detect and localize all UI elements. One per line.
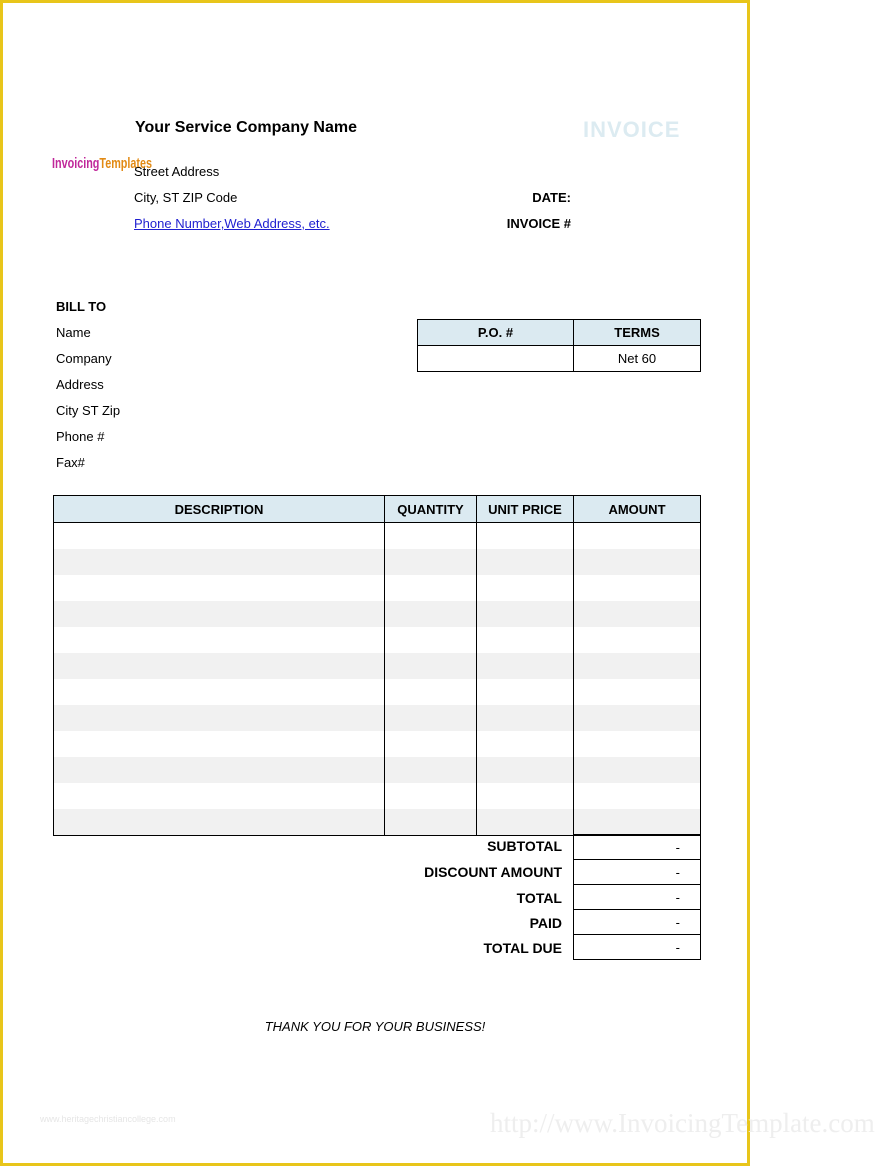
- paid-label: PAID: [529, 915, 562, 931]
- quantity-cell[interactable]: [385, 653, 477, 679]
- amount-cell[interactable]: [574, 653, 701, 679]
- table-row: [54, 653, 701, 679]
- terms-header: TERMS: [574, 320, 701, 346]
- logo-part-2: Templates: [99, 155, 153, 172]
- description-cell[interactable]: [54, 705, 385, 731]
- contact-link[interactable]: Phone Number,Web Address, etc.: [134, 216, 330, 231]
- amount-cell[interactable]: [574, 731, 701, 757]
- unit-price-cell[interactable]: [477, 809, 574, 836]
- amount-cell[interactable]: [574, 809, 701, 836]
- po-header: P.O. #: [418, 320, 574, 346]
- description-cell[interactable]: [54, 601, 385, 627]
- table-row: [54, 679, 701, 705]
- unit-price-cell[interactable]: [477, 679, 574, 705]
- description-cell[interactable]: [54, 757, 385, 783]
- logo-part-1: Invoicing: [52, 155, 100, 172]
- line-items-table: [53, 495, 701, 836]
- bill-to-fax: Fax#: [56, 455, 85, 470]
- description-header: DESCRIPTION: [54, 496, 385, 523]
- amount-cell[interactable]: [574, 523, 701, 550]
- description-cell[interactable]: [54, 731, 385, 757]
- quantity-cell[interactable]: [385, 783, 477, 809]
- quantity-cell[interactable]: [385, 731, 477, 757]
- table-row: [54, 783, 701, 809]
- table-row: [54, 627, 701, 653]
- company-name: Your Service Company Name: [135, 119, 358, 136]
- description-cell[interactable]: [54, 809, 385, 836]
- total-label: TOTAL: [516, 890, 562, 906]
- unit-price-cell[interactable]: [477, 575, 574, 601]
- bill-to-phone: Phone #: [56, 429, 105, 444]
- quantity-cell[interactable]: [385, 679, 477, 705]
- unit-price-cell[interactable]: [477, 601, 574, 627]
- amount-cell[interactable]: [574, 627, 701, 653]
- table-row: [54, 549, 701, 575]
- bill-to-address: Address: [56, 377, 104, 392]
- quantity-cell[interactable]: [385, 601, 477, 627]
- totals-table: [573, 834, 701, 960]
- amount-cell[interactable]: [574, 575, 701, 601]
- unit-price-cell[interactable]: [477, 523, 574, 550]
- description-cell[interactable]: [54, 523, 385, 550]
- description-cell[interactable]: [54, 627, 385, 653]
- thank-you-note: THANK YOU FOR YOUR BUSINESS!: [264, 1019, 486, 1034]
- subtotal-label: SUBTOTAL: [487, 838, 562, 854]
- po-value[interactable]: [418, 346, 574, 372]
- paid-value[interactable]: -: [574, 910, 701, 935]
- amount-cell[interactable]: [574, 601, 701, 627]
- amount-cell[interactable]: [574, 679, 701, 705]
- total-due-label: TOTAL DUE: [483, 940, 562, 956]
- unit-price-cell[interactable]: [477, 705, 574, 731]
- unit-price-cell[interactable]: [477, 731, 574, 757]
- quantity-cell[interactable]: [385, 705, 477, 731]
- quantity-header: QUANTITY: [385, 496, 477, 523]
- amount-cell[interactable]: [574, 783, 701, 809]
- unit-price-cell[interactable]: [477, 783, 574, 809]
- watermark-large: http://www.InvoicingTemplate.com: [490, 1108, 875, 1138]
- table-row: [54, 523, 701, 550]
- date-label: DATE:: [532, 190, 571, 205]
- unit-price-cell[interactable]: [477, 627, 574, 653]
- quantity-cell[interactable]: [385, 757, 477, 783]
- amount-cell[interactable]: [574, 757, 701, 783]
- table-row: [54, 575, 701, 601]
- unit-price-cell[interactable]: [477, 653, 574, 679]
- invoice-title: INVOICE: [583, 117, 681, 142]
- description-cell[interactable]: [54, 575, 385, 601]
- bill-to-city: City ST Zip: [56, 403, 121, 418]
- city-state-zip: City, ST ZIP Code: [134, 190, 238, 205]
- bill-to-title: BILL TO: [56, 299, 107, 314]
- description-cell[interactable]: [54, 549, 385, 575]
- subtotal-value[interactable]: -: [574, 835, 701, 860]
- quantity-cell[interactable]: [385, 549, 477, 575]
- unit-price-cell[interactable]: [477, 757, 574, 783]
- invoice-number-label: INVOICE #: [506, 216, 571, 231]
- discount-label: DISCOUNT AMOUNT: [424, 864, 562, 880]
- amount-cell[interactable]: [574, 705, 701, 731]
- quantity-cell[interactable]: [385, 809, 477, 836]
- table-row: [54, 705, 701, 731]
- table-row: [54, 601, 701, 627]
- table-row: [54, 809, 701, 836]
- quantity-cell[interactable]: [385, 575, 477, 601]
- terms-value[interactable]: Net 60: [574, 346, 701, 372]
- amount-header: AMOUNT: [574, 496, 701, 523]
- table-row: [54, 731, 701, 757]
- total-value[interactable]: -: [574, 885, 701, 910]
- po-terms-table: [417, 319, 701, 372]
- description-cell[interactable]: [54, 679, 385, 705]
- description-cell[interactable]: [54, 783, 385, 809]
- discount-value[interactable]: -: [574, 860, 701, 885]
- bill-to-name: Name: [56, 325, 91, 340]
- description-cell[interactable]: [54, 653, 385, 679]
- quantity-cell[interactable]: [385, 627, 477, 653]
- watermark-small: www.heritagechristiancollege.com: [40, 1114, 176, 1124]
- street-address: Street Address: [134, 164, 220, 179]
- total-due-value[interactable]: -: [574, 935, 701, 960]
- unit-price-cell[interactable]: [477, 549, 574, 575]
- line-items-body: [54, 523, 701, 836]
- bill-to-company: Company: [56, 351, 112, 366]
- quantity-cell[interactable]: [385, 523, 477, 550]
- unit-price-header: UNIT PRICE: [477, 496, 574, 523]
- amount-cell[interactable]: [574, 549, 701, 575]
- table-row: [54, 757, 701, 783]
